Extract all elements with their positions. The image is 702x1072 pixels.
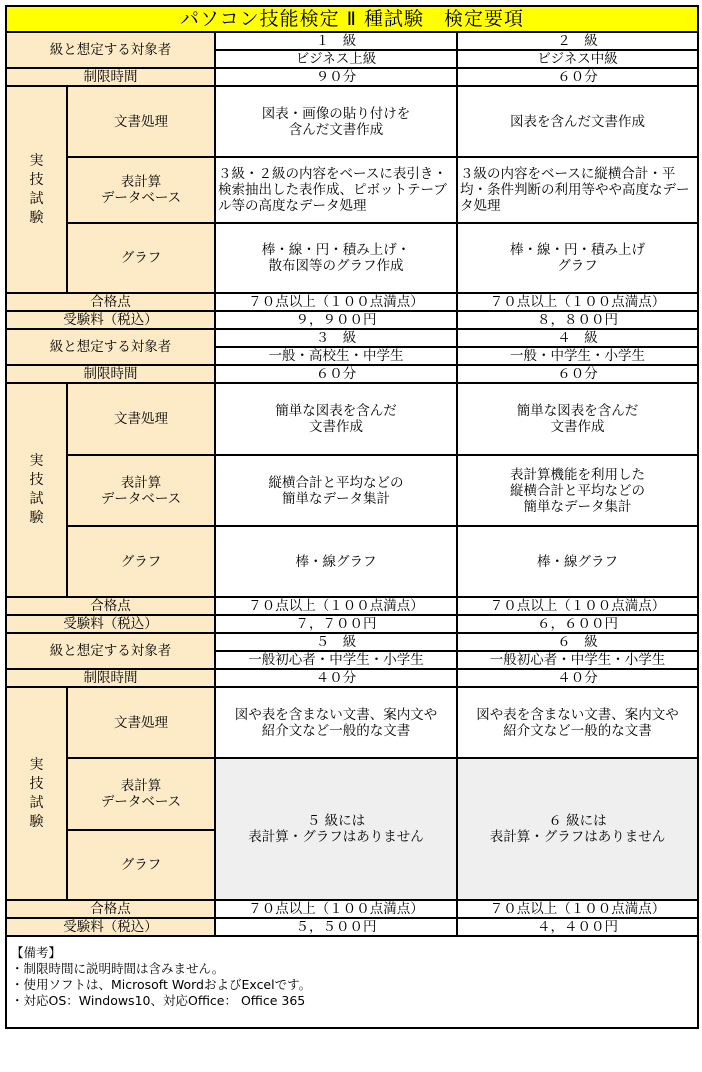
grade-target: 一般・中学生・小学生 xyxy=(457,347,698,365)
graph-content: 棒・線・円・積み上げ・ 散布図等のグラフ作成 xyxy=(215,223,457,293)
doc-content: 図表・画像の貼り付けを 含んだ文書作成 xyxy=(215,86,457,157)
exam-fee: ６，６００円 xyxy=(457,615,698,633)
grade-name: ３ 級 xyxy=(215,329,457,347)
fee-label: 受験料（税込） xyxy=(6,918,215,936)
grade-target: ビジネス上級 xyxy=(215,50,457,68)
grade-row xyxy=(6,32,698,50)
pass-score: ７０点以上（１００点満点） xyxy=(457,900,698,918)
grade-target: 一般初心者・中学生・小学生 xyxy=(457,651,698,669)
doc-label: 文書処理 xyxy=(67,86,215,157)
exam-fee: ８，８００円 xyxy=(457,311,698,329)
sheet-row xyxy=(6,157,698,223)
practical-label: 実 技 試 験 xyxy=(6,383,67,597)
grade-name: ２ 級 xyxy=(457,32,698,50)
page-title: パソコン技能検定 Ⅱ 種試験 検定要項 xyxy=(6,6,698,32)
pass-label: 合格点 xyxy=(6,293,215,311)
sheet-label: 表計算 データベース xyxy=(67,157,215,223)
grade-target-label: 級と想定する対象者 xyxy=(6,329,215,365)
doc-row xyxy=(6,86,698,157)
time-row xyxy=(6,68,698,86)
time-limit: ６０分 xyxy=(215,365,457,383)
note-item: ・対応OS：Windows10、対応Office： Office 365 xyxy=(11,993,306,1008)
graph-row xyxy=(6,526,698,597)
doc-content: 図や表を含まない文書、案内文や 紹介文など一般的な文書 xyxy=(215,687,457,758)
sheet-row xyxy=(6,455,698,526)
notes-row xyxy=(6,936,698,1028)
pass-label: 合格点 xyxy=(6,900,215,918)
sheet-content: ３級・２級の内容をベースに表引き・検索抽出した表作成、ピボットテーブル等の高度なデータ処理 xyxy=(215,157,457,223)
sheet-row xyxy=(6,758,698,830)
no-sheet-graph-note: ６ 級には 表計算・グラフはありません xyxy=(457,758,698,900)
sheet-label: 表計算 データベース xyxy=(67,758,215,830)
graph-label: グラフ xyxy=(67,223,215,293)
fee-row xyxy=(6,311,698,329)
notes-heading: 【備考】 xyxy=(11,945,62,960)
graph-row xyxy=(6,223,698,293)
time-label: 制限時間 xyxy=(6,68,215,86)
pass-row xyxy=(6,597,698,615)
graph-label: グラフ xyxy=(67,526,215,597)
doc-row xyxy=(6,383,698,455)
fee-label: 受験料（税込） xyxy=(6,311,215,329)
doc-label: 文書処理 xyxy=(67,687,215,758)
graph-content: 棒・線グラフ xyxy=(215,526,457,597)
time-limit: ４０分 xyxy=(457,669,698,687)
pass-score: ７０点以上（１００点満点） xyxy=(215,900,457,918)
sheet-content: ３級の内容をベースに縦横合計・平均・条件判断の利用等やや高度なデータ処理 xyxy=(457,157,698,223)
pass-score: ７０点以上（１００点満点） xyxy=(215,293,457,311)
fee-row xyxy=(6,615,698,633)
sheet-content: 縦横合計と平均などの 簡単なデータ集計 xyxy=(215,455,457,526)
pass-row xyxy=(6,900,698,918)
graph-content: 棒・線・円・積み上げ グラフ xyxy=(457,223,698,293)
doc-content: 図表を含んだ文書作成 xyxy=(457,86,698,157)
grade-target-label: 級と想定する対象者 xyxy=(6,32,215,68)
note-item: ・使用ソフトは、Microsoft WordおよびExcelです。 xyxy=(11,977,312,992)
grade-target: 一般・高校生・中学生 xyxy=(215,347,457,365)
practical-label: 実 技 試 験 xyxy=(6,687,67,900)
time-limit: ４０分 xyxy=(215,669,457,687)
time-limit: ６０分 xyxy=(457,365,698,383)
grade-row xyxy=(6,329,698,347)
doc-content: 図や表を含まない文書、案内文や 紹介文など一般的な文書 xyxy=(457,687,698,758)
grade-target-label: 級と想定する対象者 xyxy=(6,633,215,669)
grade-target: ビジネス中級 xyxy=(457,50,698,68)
exam-fee: ７，７００円 xyxy=(215,615,457,633)
pass-row xyxy=(6,293,698,311)
grade-name: ５ 級 xyxy=(215,633,457,651)
time-limit: ６０分 xyxy=(457,68,698,86)
pass-score: ７０点以上（１００点満点） xyxy=(215,597,457,615)
grade-name: ４ 級 xyxy=(457,329,698,347)
fee-label: 受験料（税込） xyxy=(6,615,215,633)
pass-label: 合格点 xyxy=(6,597,215,615)
pass-score: ７０点以上（１００点満点） xyxy=(457,293,698,311)
exam-fee: ５，５００円 xyxy=(215,918,457,936)
exam-fee: ４，４００円 xyxy=(457,918,698,936)
fee-row xyxy=(6,918,698,936)
doc-content: 簡単な図表を含んだ 文書作成 xyxy=(215,383,457,455)
grade-target: 一般初心者・中学生・小学生 xyxy=(215,651,457,669)
doc-row xyxy=(6,687,698,758)
note-item: ・制限時間に説明時間は含みません。 xyxy=(11,961,225,976)
pass-score: ７０点以上（１００点満点） xyxy=(457,597,698,615)
grade-name: ６ 級 xyxy=(457,633,698,651)
time-row xyxy=(6,669,698,687)
no-sheet-graph-note: ５ 級には 表計算・グラフはありません xyxy=(215,758,457,900)
time-label: 制限時間 xyxy=(6,669,215,687)
sheet-content: 表計算機能を利用した 縦横合計と平均などの 簡単なデータ集計 xyxy=(457,455,698,526)
doc-label: 文書処理 xyxy=(67,383,215,455)
exam-fee: ９，９００円 xyxy=(215,311,457,329)
exam-requirements-table xyxy=(5,5,699,1029)
sheet-label: 表計算 データベース xyxy=(67,455,215,526)
time-label: 制限時間 xyxy=(6,365,215,383)
time-limit: ９０分 xyxy=(215,68,457,86)
grade-row xyxy=(6,633,698,651)
time-row xyxy=(6,365,698,383)
grade-name: １ 級 xyxy=(215,32,457,50)
notes xyxy=(6,936,698,1028)
graph-label: グラフ xyxy=(67,830,215,900)
practical-label: 実 技 試 験 xyxy=(6,86,67,293)
graph-content: 棒・線グラフ xyxy=(457,526,698,597)
doc-content: 簡単な図表を含んだ 文書作成 xyxy=(457,383,698,455)
